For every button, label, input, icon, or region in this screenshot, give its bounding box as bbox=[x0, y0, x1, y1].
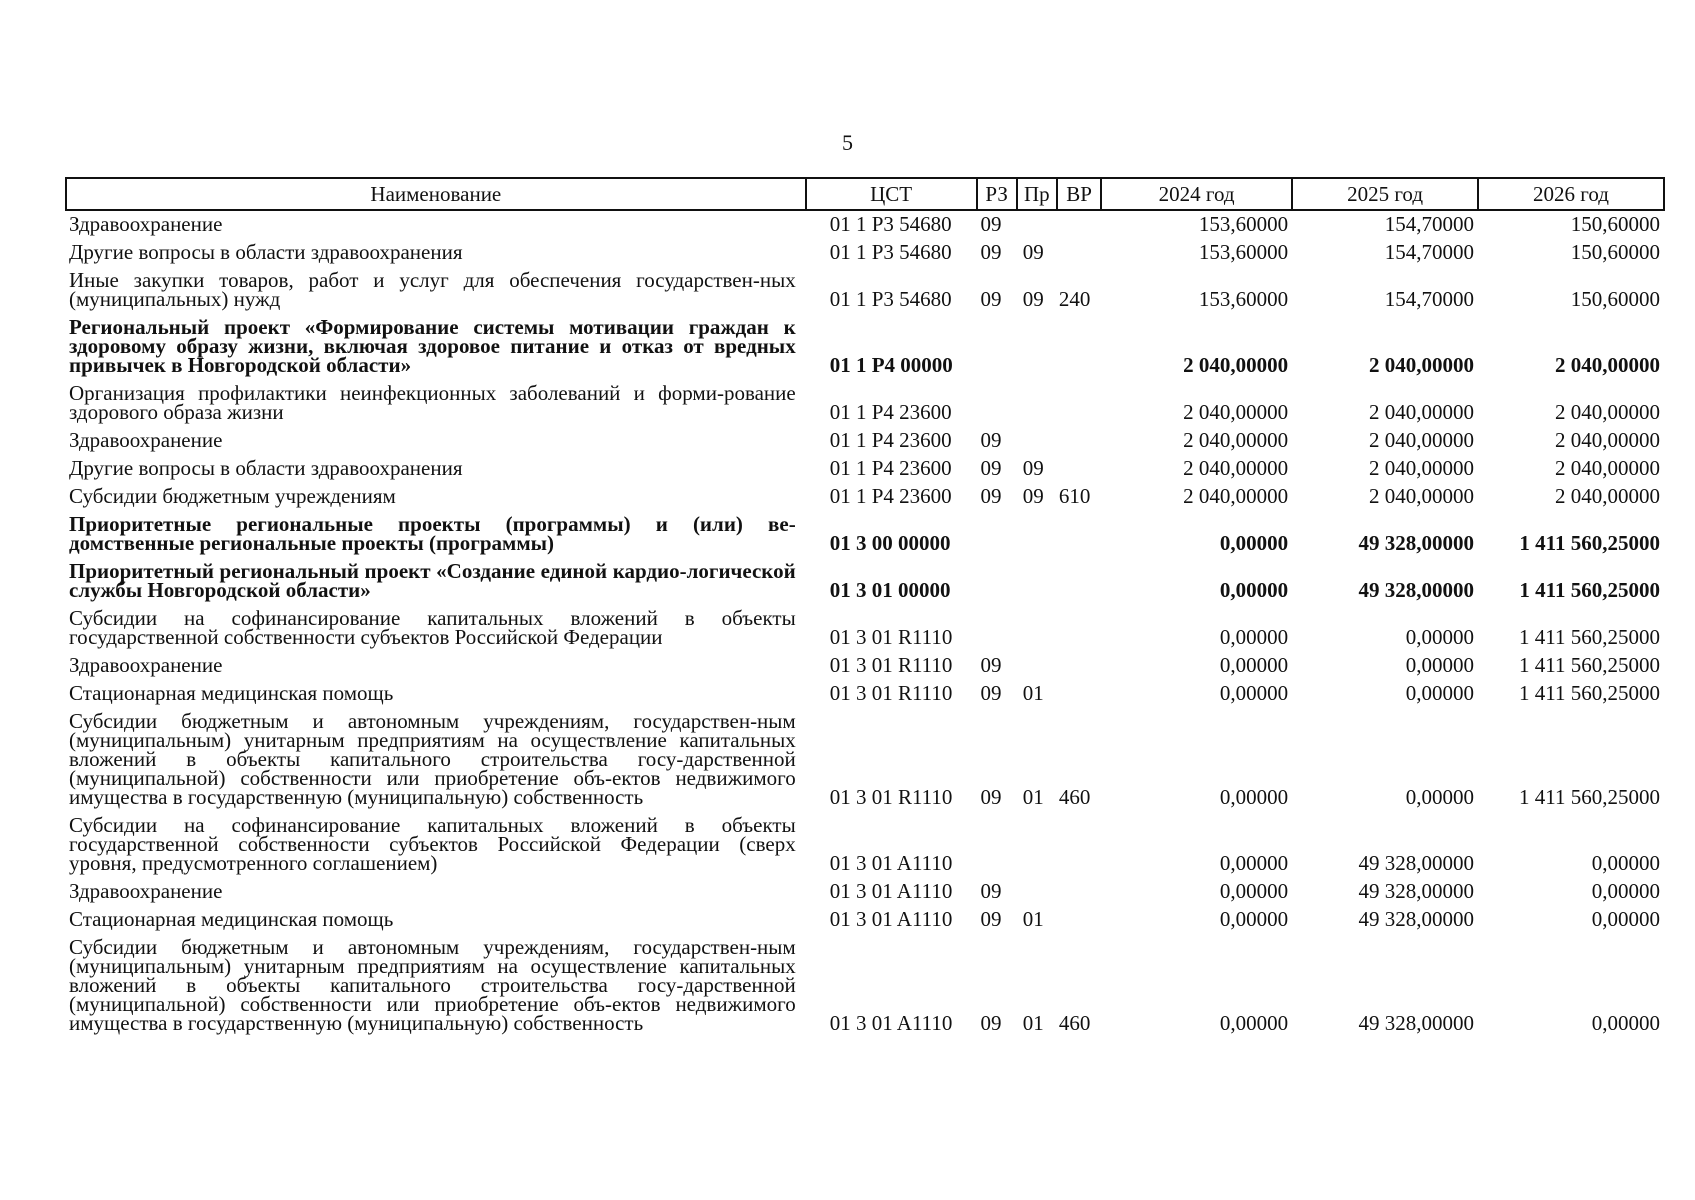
cell-rz bbox=[977, 511, 1017, 558]
cell-2025: 0,00000 bbox=[1405, 653, 1475, 677]
table-row bbox=[66, 906, 1664, 934]
table-row bbox=[66, 680, 1664, 708]
cell-pr bbox=[1017, 878, 1057, 906]
cell-2026: 1 411 560,25000 bbox=[1519, 653, 1660, 677]
cell-2025: 0,00000 bbox=[1405, 681, 1475, 705]
header-name: Наименование bbox=[66, 178, 806, 210]
cell-cst: 01 3 01 A1110 bbox=[829, 879, 953, 903]
table-row bbox=[66, 427, 1664, 455]
cell-name: Приоритетный региональный проект «Создание единой кардио-логической службы Новгородской области» bbox=[69, 559, 796, 602]
cell-vr bbox=[1057, 511, 1101, 558]
cell-vr bbox=[1057, 812, 1101, 878]
cell-2024: 2 040,00000 bbox=[1183, 353, 1289, 377]
cell-vr bbox=[1057, 210, 1101, 239]
cell-2024: 0,00000 bbox=[1219, 625, 1289, 649]
cell-2026: 1 411 560,25000 bbox=[1519, 785, 1660, 809]
cell-name: Субсидии на софинансирование капитальных вложений в объекты государственной собственности субъектов Российской Федерации (сверх уровня, предусмотренного соглашением) bbox=[69, 813, 796, 875]
table-row bbox=[66, 605, 1664, 652]
table-header bbox=[66, 178, 1664, 210]
cell-vr bbox=[1057, 906, 1101, 934]
cell-2025: 2 040,00000 bbox=[1369, 428, 1475, 452]
budget-table bbox=[65, 177, 1665, 1038]
table-row bbox=[66, 558, 1664, 605]
cell-vr: 460 bbox=[1058, 1011, 1091, 1035]
table-row bbox=[66, 455, 1664, 483]
cell-2024: 2 040,00000 bbox=[1183, 484, 1289, 508]
cell-cst: 01 3 01 R1110 bbox=[829, 785, 953, 809]
cell-rz bbox=[977, 380, 1017, 427]
cell-2025: 154,70000 bbox=[1384, 240, 1475, 264]
cell-2024: 0,00000 bbox=[1219, 531, 1289, 555]
cell-2026: 0,00000 bbox=[1591, 879, 1660, 903]
header-rz: РЗ bbox=[977, 178, 1017, 210]
cell-pr bbox=[1017, 314, 1057, 380]
cell-2025: 2 040,00000 bbox=[1369, 400, 1475, 424]
cell-pr bbox=[1017, 812, 1057, 878]
cell-cst: 01 1 Р3 54680 bbox=[829, 287, 952, 311]
cell-cst: 01 3 01 R1110 bbox=[829, 625, 953, 649]
cell-2024: 0,00000 bbox=[1219, 851, 1289, 875]
header-vr: ВР bbox=[1057, 178, 1101, 210]
cell-name: Здравоохранение bbox=[69, 879, 223, 903]
cell-vr bbox=[1057, 680, 1101, 708]
cell-2025: 49 328,00000 bbox=[1358, 879, 1475, 903]
cell-rz: 09 bbox=[980, 879, 1002, 903]
cell-2025: 49 328,00000 bbox=[1358, 1011, 1475, 1035]
cell-name: Здравоохранение bbox=[69, 653, 223, 677]
cell-name: Субсидии на софинансирование капитальных вложений в объекты государственной собственности субъектов Российской Федерации bbox=[69, 606, 796, 649]
cell-vr bbox=[1057, 605, 1101, 652]
cell-cst: 01 1 Р3 54680 bbox=[829, 212, 952, 236]
cell-name: Субсидии бюджетным учреждениям bbox=[69, 484, 396, 508]
cell-rz: 09 bbox=[980, 681, 1002, 705]
cell-cst: 01 3 01 A1110 bbox=[829, 851, 953, 875]
header-2026: 2026 год bbox=[1478, 178, 1664, 210]
cell-2025: 49 328,00000 bbox=[1358, 578, 1475, 602]
cell-name: Организация профилактики неинфекционных заболеваний и форми-рование здорового образа жизни bbox=[69, 381, 796, 424]
cell-2026: 2 040,00000 bbox=[1555, 400, 1660, 424]
cell-pr bbox=[1017, 427, 1057, 455]
cell-vr bbox=[1057, 239, 1101, 267]
cell-rz bbox=[977, 812, 1017, 878]
cell-2026: 150,60000 bbox=[1570, 212, 1660, 236]
cell-2026: 1 411 560,25000 bbox=[1519, 625, 1660, 649]
header-2025: 2025 год bbox=[1292, 178, 1478, 210]
cell-2024: 0,00000 bbox=[1219, 1011, 1289, 1035]
cell-2024: 0,00000 bbox=[1219, 785, 1289, 809]
cell-name: Приоритетные региональные проекты (программы) и (или) ве-домственные региональные проекты (программы) bbox=[69, 512, 796, 555]
cell-2026: 0,00000 bbox=[1591, 851, 1660, 875]
table-row bbox=[66, 210, 1664, 239]
cell-2026: 1 411 560,25000 bbox=[1519, 578, 1660, 602]
cell-2025: 2 040,00000 bbox=[1369, 484, 1475, 508]
cell-cst: 01 3 01 00000 bbox=[829, 578, 951, 602]
cell-cst: 01 1 Р4 23600 bbox=[829, 484, 952, 508]
table-row bbox=[66, 380, 1664, 427]
table-row bbox=[66, 483, 1664, 511]
cell-vr: 610 bbox=[1058, 484, 1091, 508]
cell-2024: 2 040,00000 bbox=[1183, 428, 1289, 452]
cell-rz: 09 bbox=[980, 907, 1002, 931]
cell-vr bbox=[1057, 455, 1101, 483]
cell-name: Здравоохранение bbox=[69, 428, 223, 452]
cell-rz: 09 bbox=[980, 484, 1002, 508]
cell-cst: 01 3 01 R1110 bbox=[829, 653, 953, 677]
cell-pr bbox=[1017, 558, 1057, 605]
cell-name: Субсидии бюджетным и автономным учреждениям, государствен-ным (муниципальным) унитарным предприятиям на осуществление капитальных вложений в объекты капитального строительства госу-дарственной (муниципальной) собственности или приобретение объ-ектов недвижимого имущества в государственную (муниципальную) собственность bbox=[69, 935, 796, 1035]
cell-2026: 1 411 560,25000 bbox=[1519, 681, 1660, 705]
cell-name: Здравоохранение bbox=[69, 212, 223, 236]
cell-vr: 240 bbox=[1058, 287, 1091, 311]
cell-cst: 01 3 00 00000 bbox=[829, 531, 951, 555]
cell-cst: 01 1 Р4 00000 bbox=[829, 353, 953, 377]
cell-rz: 09 bbox=[980, 212, 1002, 236]
cell-2025: 49 328,00000 bbox=[1358, 531, 1475, 555]
cell-2025: 2 040,00000 bbox=[1369, 353, 1475, 377]
cell-pr bbox=[1017, 511, 1057, 558]
cell-vr bbox=[1057, 314, 1101, 380]
cell-2025: 2 040,00000 bbox=[1369, 456, 1475, 480]
cell-rz: 09 bbox=[980, 456, 1002, 480]
cell-pr: 09 bbox=[1022, 484, 1044, 508]
cell-cst: 01 1 Р3 54680 bbox=[829, 240, 952, 264]
cell-2026: 2 040,00000 bbox=[1555, 353, 1660, 377]
cell-2026: 2 040,00000 bbox=[1555, 456, 1660, 480]
cell-rz: 09 bbox=[980, 428, 1002, 452]
cell-pr bbox=[1017, 380, 1057, 427]
table-row bbox=[66, 878, 1664, 906]
cell-2025: 0,00000 bbox=[1405, 785, 1475, 809]
cell-cst: 01 1 Р4 23600 bbox=[829, 456, 952, 480]
cell-name: Другие вопросы в области здравоохранения bbox=[69, 240, 463, 264]
cell-cst: 01 1 Р4 23600 bbox=[829, 400, 952, 424]
table-body bbox=[66, 210, 1664, 1038]
cell-2026: 2 040,00000 bbox=[1555, 428, 1660, 452]
cell-2025: 154,70000 bbox=[1384, 287, 1475, 311]
cell-2024: 0,00000 bbox=[1219, 907, 1289, 931]
cell-vr bbox=[1057, 380, 1101, 427]
cell-pr: 09 bbox=[1022, 240, 1044, 264]
cell-rz bbox=[977, 314, 1017, 380]
cell-name: Иные закупки товаров, работ и услуг для обеспечения государствен-ных (муниципальных) нужд bbox=[69, 268, 796, 311]
page-number: 5 bbox=[842, 130, 853, 155]
cell-name: Субсидии бюджетным и автономным учреждениям, государствен-ным (муниципальным) унитарным предприятиям на осуществление капитальных вложений в объекты капитального строительства госу-дарственной (муниципальной) собственности или приобретение объ-ектов недвижимого имущества в государственную (муниципальную) собственность bbox=[69, 709, 796, 809]
cell-2024: 0,00000 bbox=[1219, 879, 1289, 903]
cell-2025: 0,00000 bbox=[1405, 625, 1475, 649]
cell-2026: 0,00000 bbox=[1591, 1011, 1660, 1035]
table-row bbox=[66, 239, 1664, 267]
cell-vr bbox=[1057, 652, 1101, 680]
cell-pr: 09 bbox=[1022, 456, 1044, 480]
cell-2024: 153,60000 bbox=[1198, 212, 1289, 236]
header-2024: 2024 год bbox=[1101, 178, 1292, 210]
cell-vr bbox=[1057, 878, 1101, 906]
cell-2024: 153,60000 bbox=[1198, 287, 1289, 311]
cell-cst: 01 3 01 A1110 bbox=[829, 1011, 953, 1035]
cell-2024: 2 040,00000 bbox=[1183, 456, 1289, 480]
cell-rz: 09 bbox=[980, 785, 1002, 809]
cell-2026: 1 411 560,25000 bbox=[1519, 531, 1660, 555]
cell-vr bbox=[1057, 558, 1101, 605]
table-row bbox=[66, 934, 1664, 1038]
header-cst: ЦСТ bbox=[806, 178, 977, 210]
cell-pr: 01 bbox=[1022, 907, 1044, 931]
cell-rz bbox=[977, 605, 1017, 652]
table-row bbox=[66, 314, 1664, 380]
table-row bbox=[66, 267, 1664, 314]
cell-rz: 09 bbox=[980, 240, 1002, 264]
cell-rz: 09 bbox=[980, 287, 1002, 311]
cell-2024: 0,00000 bbox=[1219, 681, 1289, 705]
cell-2024: 153,60000 bbox=[1198, 240, 1289, 264]
cell-rz bbox=[977, 558, 1017, 605]
cell-2026: 0,00000 bbox=[1591, 907, 1660, 931]
cell-2026: 150,60000 bbox=[1570, 287, 1660, 311]
table-row bbox=[66, 652, 1664, 680]
cell-cst: 01 3 01 A1110 bbox=[829, 907, 953, 931]
cell-cst: 01 3 01 R1110 bbox=[829, 681, 953, 705]
table-row bbox=[66, 511, 1664, 558]
cell-2025: 49 328,00000 bbox=[1358, 851, 1475, 875]
table-row bbox=[66, 812, 1664, 878]
header-pr: Пр bbox=[1017, 178, 1057, 210]
cell-pr: 09 bbox=[1022, 287, 1044, 311]
cell-pr bbox=[1017, 210, 1057, 239]
cell-vr: 460 bbox=[1058, 785, 1091, 809]
cell-2026: 150,60000 bbox=[1570, 240, 1660, 264]
header-row bbox=[66, 178, 1664, 210]
cell-cst: 01 1 Р4 23600 bbox=[829, 428, 952, 452]
cell-name: Стационарная медицинская помощь bbox=[69, 681, 394, 705]
cell-2026: 2 040,00000 bbox=[1555, 484, 1660, 508]
cell-pr: 01 bbox=[1022, 785, 1044, 809]
cell-rz: 09 bbox=[980, 653, 1002, 677]
cell-vr bbox=[1057, 427, 1101, 455]
cell-2024: 0,00000 bbox=[1219, 653, 1289, 677]
cell-name: Региональный проект «Формирование системы мотивации граждан к здоровому образу жизни, включая здоровое питание и отказ от вредных привычек в Новгородской области» bbox=[69, 315, 796, 377]
cell-2025: 154,70000 bbox=[1384, 212, 1475, 236]
cell-name: Стационарная медицинская помощь bbox=[69, 907, 394, 931]
cell-name: Другие вопросы в области здравоохранения bbox=[69, 456, 463, 480]
cell-pr bbox=[1017, 652, 1057, 680]
cell-pr: 01 bbox=[1022, 681, 1044, 705]
cell-pr: 01 bbox=[1022, 1011, 1044, 1035]
cell-2024: 0,00000 bbox=[1219, 578, 1289, 602]
cell-2024: 2 040,00000 bbox=[1183, 400, 1289, 424]
cell-rz: 09 bbox=[980, 1011, 1002, 1035]
table-row bbox=[66, 708, 1664, 812]
cell-pr bbox=[1017, 605, 1057, 652]
cell-2025: 49 328,00000 bbox=[1358, 907, 1475, 931]
